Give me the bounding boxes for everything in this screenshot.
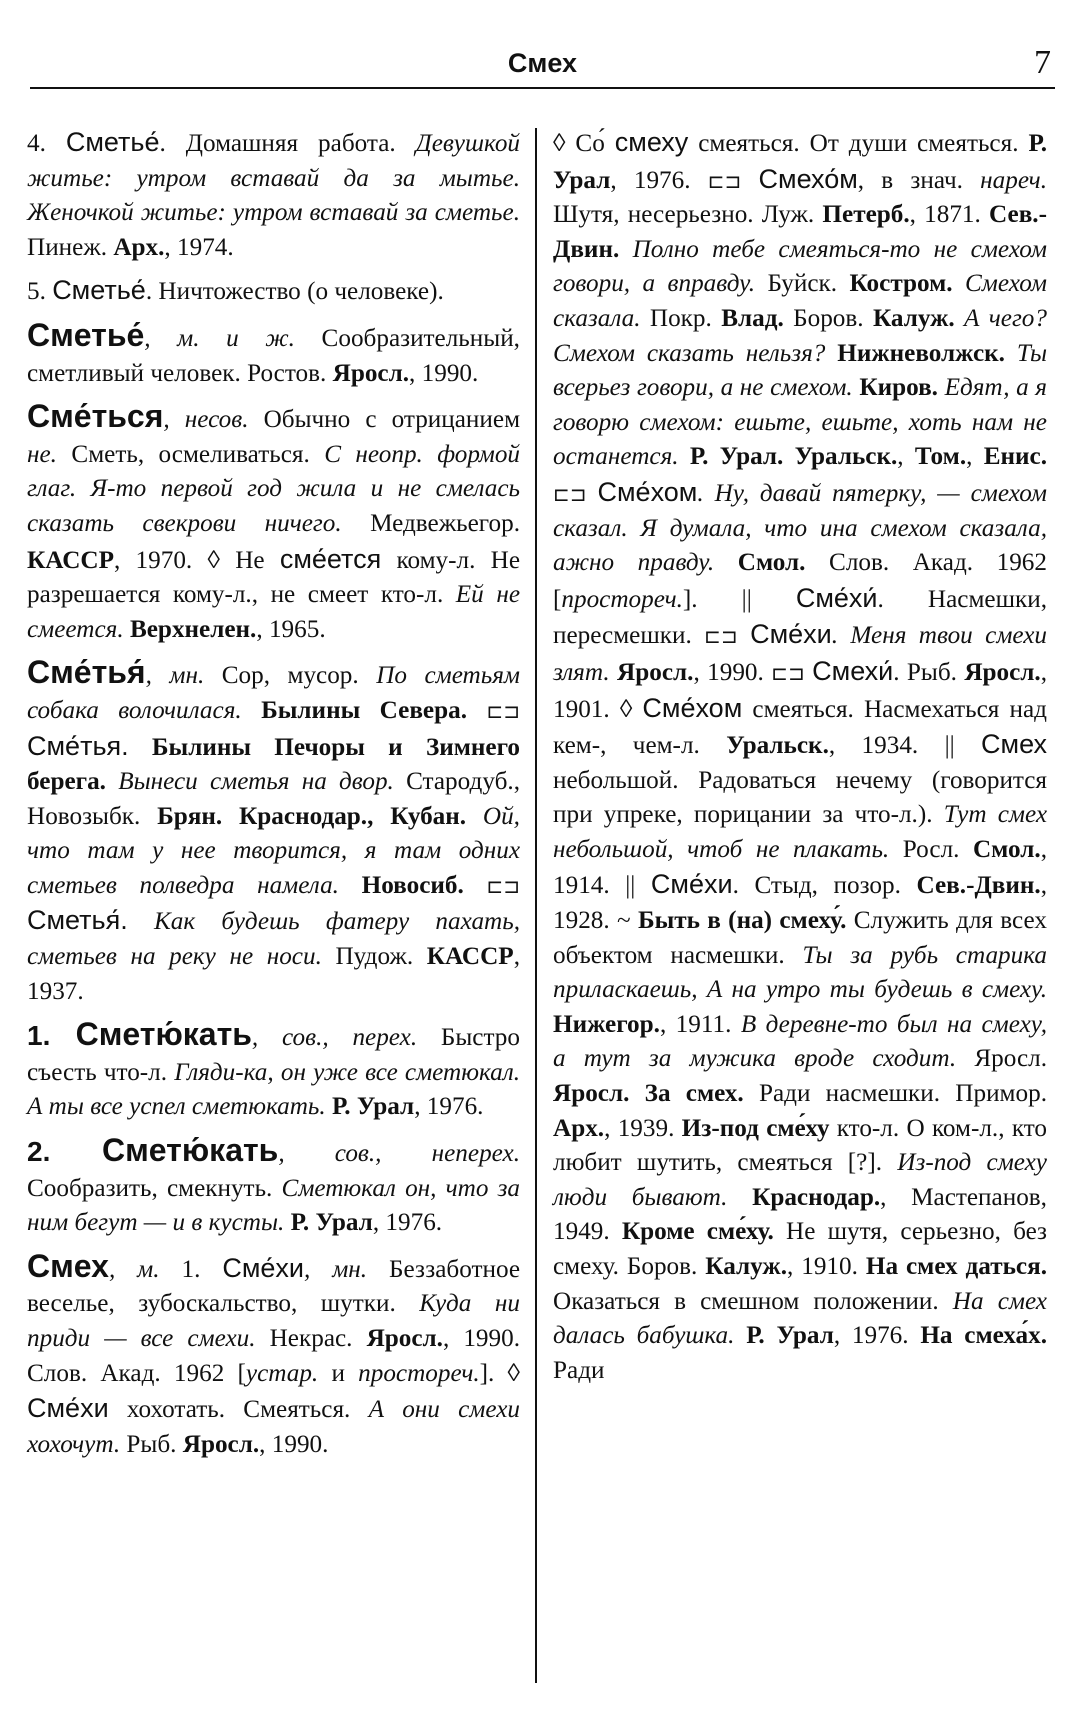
variant: Сме́хи	[650, 869, 733, 900]
region: Былины Печоры и Зимнего берега.	[27, 733, 521, 796]
region: Новосиб.	[338, 871, 464, 899]
cross-ref-icon: ⊏⊐	[704, 624, 751, 649]
example: Из-под смеху люди бывают.	[553, 1149, 1047, 1211]
example: Ой, что там у нее творится, я там одних сметьев полведра намела.	[27, 802, 520, 899]
left-column	[27, 125, 520, 1470]
region: Брян. Краснодар., Кубан.	[157, 802, 467, 830]
region: Сев.-Двин.	[553, 201, 1047, 263]
phrase: На смех даться.	[865, 1253, 1048, 1280]
grammar: , м. и ж.	[144, 324, 295, 352]
variant: Сме́хом	[597, 476, 698, 507]
example: Куда ни приди — все смехи.	[27, 1290, 520, 1352]
idiom-headword: смеху	[614, 127, 689, 157]
region: Енис.	[983, 443, 1048, 471]
region: Калуж.	[872, 304, 955, 332]
region: Смол.	[972, 835, 1041, 863]
example: Вынеси сметья на двор.	[105, 768, 394, 796]
region: Р. Урал	[734, 1322, 834, 1350]
variant: Смехи́	[812, 655, 894, 686]
region: Калуж.	[705, 1253, 787, 1280]
region: Том.	[914, 443, 967, 471]
grammar: , сов., неперех.	[278, 1140, 520, 1168]
example: Ты за рубь старика приласкаешь, А на утро ты будешь в смеху.	[553, 941, 1047, 1004]
cross-ref-icon: ⊏⊐	[553, 481, 598, 506]
phrase: Из-под сме́ху	[681, 1114, 830, 1142]
region: Яросл.	[964, 658, 1041, 686]
column-divider	[535, 128, 537, 1683]
idiom-headword: Сме́хом	[642, 692, 743, 723]
right-column	[553, 125, 1047, 1388]
region: Арх.	[553, 1114, 605, 1142]
region: КАССР	[426, 943, 514, 971]
entry-smekh: Смех, м. 1. Сме́хи, мн. Беззаботное веселье, зубоскальство, шутки. Куда ни приди — все смехи. Некрас. Яросл., 1990. Слов. Акад. 1962 [устар. и простореч.]. ◊ Сме́хи хохотать. Смеяться. А они смехи хохочут. Рыб. Яросл., 1990.	[27, 1247, 521, 1458]
region: Краснодар.	[727, 1183, 881, 1211]
region: Яросл.	[609, 658, 694, 686]
example: Сметюкал он, что за ним бегут — и в кусты.	[27, 1174, 520, 1237]
example: А чего? Смехом сказать нельзя?	[553, 304, 1047, 367]
variant: Сметья́.	[27, 905, 128, 936]
example: Как будешь фатеру пахать, сметьев на реку не носи.	[27, 908, 520, 971]
headword: Сме́тья́	[27, 654, 146, 691]
region: Костром.	[849, 270, 953, 298]
headword: Сметье́	[52, 275, 146, 306]
example: Тут смех небольшой, чтоб не плакать.	[553, 801, 1048, 863]
cross-ref-icon: ⊏⊐	[707, 168, 759, 193]
region: Смол.	[714, 549, 806, 577]
entry-smetie-5: 5. Сметье́. Ничтожество (о человеке).	[27, 275, 444, 306]
phrase: На смеха́х.	[920, 1322, 1048, 1350]
region: Арх.	[113, 233, 165, 261]
cross-ref-icon: ⊏⊐	[467, 698, 520, 723]
region: Яросл.	[182, 1430, 260, 1458]
entry-smetya: Сме́тья́, мн. Сор, мусор. По сметьям собака волочилася. Былины Севера. ⊏⊐ Сме́тья. Былины Печоры и Зимнего берега. Вынеси сметья на двор. Стародуб., Новозыбк. Брян. Краснодар., Кубан. Ой, что там у нее творится, я там одних сметьев полведра намела. Новосиб. ⊏⊐ Сметья́. Как будешь фатеру пахать, сметьев на реку не носи. Пудож. КАССР, 1937.	[27, 654, 521, 1005]
entry-smetie-4: 4. Сметье́. Домашняя работа. Девушкой житье: утром вставай да за мытье. Женочкой житье: утром вставай за сметье. Пинеж. Арх., 1974.	[27, 127, 521, 261]
region: Р. Урал. Уральск.	[678, 443, 898, 471]
region: Киров.	[852, 374, 938, 402]
headword: Сметю́кать	[75, 1016, 252, 1053]
region: Петерб.	[822, 201, 910, 229]
example: Ты всерьез говори, а не смехом.	[553, 339, 1048, 402]
entry-smetie-person: Сметье́, м. и ж. Сообразительный, сметливый человек. Ростов. Яросл., 1990.	[27, 316, 520, 387]
example: Ей не смеется.	[27, 581, 520, 643]
headword: Сметье́	[27, 316, 145, 353]
phrase: За смех.	[629, 1080, 744, 1108]
example: . Меня твои смехи злят.	[553, 622, 1048, 686]
region: Нижегор.	[553, 1010, 660, 1038]
page-number: 7	[1034, 44, 1051, 81]
example: В деревне-то был на смеху, а тут за мужика вроде сходит.	[553, 1010, 1047, 1073]
region: Яросл.	[553, 1080, 630, 1108]
idiom-headword: сме́ется	[279, 543, 382, 574]
example: По сметьям собака волочилася.	[27, 662, 520, 724]
region: Нижневолжск.	[825, 339, 1005, 367]
variant: Смех	[981, 729, 1048, 760]
example: На смех далась бабушка.	[553, 1287, 1047, 1350]
entry-smekh-continued: ◊ Со́ смеху смеяться. От души смеяться. Р. Урал, 1976. ⊏⊐ Смехо́м, в знач. нареч. Шутя, несерьезно. Луж. Петерб., 1871. Сев.-Двин. Полно тебе смеяться-то не смехом говори, а вправду. Буйск. Костром. Смехом сказала. Покр. Влад. Боров. Калуж. А чего? Смехом сказать нельзя? Нижневолжск. Ты всерьез говори, а не смехом. Киров. Едят, а я говорю смехом: ешьте, ешьте, хоть нам не останется. Р. Урал. Уральск., Том., Енис. ⊏⊐ Сме́хом. Ну, давай пятерку, — смехом сказал. Я думала, что ина смехом сказала, ажно правду. Смол. Слов. Акад. 1962 [простореч.]. || Сме́хи́. Насмешки, пересмешки. ⊏⊐ Сме́хи. Меня твои смехи злят. Яросл., 1990. ⊏⊐ Смехи́. Рыб. Яросл., 1901. ◊ Сме́хом смеяться. Насмехаться над кем-, чем-л. Уральск., 1934. || Смех небольшой. Радоваться нечему (говорится при упреке, порицании за что-л.). Тут смех небольшой, чтоб не плакать. Росл. Смол., 1914. || Сме́хи. Стыд, позор. Сев.-Двин., 1928. ~ Быть в (на) смеху́. Служить для всех объектом насмешки. Ты за рубь старика приласкаешь, А на утро ты будешь в смеху. Нижегор., 1911. В деревне-то был на смеху, а тут за мужика вроде сходит. Яросл. Яросл. За смех. Ради насмешки. Примор. Арх., 1939. Из-под сме́ху кто-л. О ком-л., кто любит шутить, смеяться [?]. Из-под смеху люди бывают. Краснодар., Мастепанов, 1949. Кроме сме́ху. Не шутя, серьезно, без смеху. Боров. Калуж., 1910. На смех даться. Оказаться в смешном положении. На смех далась бабушка. Р. Урал, 1976. На смеха́х. Ради	[553, 127, 1048, 1384]
grammar: , сов., перех.	[251, 1024, 418, 1052]
header-rule	[30, 87, 1055, 89]
running-head-title: Смех	[507, 48, 578, 78]
region: Р. Урал	[325, 1093, 415, 1121]
variant: Сме́хи́	[795, 582, 878, 613]
region: КАССР	[27, 546, 114, 574]
region: Былины Севера.	[261, 696, 468, 724]
cross-ref-icon: ⊏⊐	[463, 873, 520, 898]
variant: Сме́хи	[750, 619, 832, 650]
phrase: Кроме сме́ху.	[621, 1218, 774, 1246]
entry-smetsya: Сме́ться, несов. Обычно с отрицанием не. Сметь, осмеливаться. С неопр. формой глаг. Я-то первой год жила и не смелась сказать свекрови ничего. Медвежьегор. КАССР, 1970. ◊ Не сме́ется кому-л. Не разрешается кому-л., не смеет кто-л. Ей не смеется. Верхнелен., 1965.	[27, 398, 521, 643]
plural-form: Сме́хи	[222, 1252, 304, 1283]
example: Полно тебе смеяться-то не смехом говори, а вправду.	[553, 235, 1047, 298]
region: Яросл.	[332, 359, 410, 387]
variant: Смехо́м	[758, 163, 858, 194]
region: Р. Урал	[553, 130, 1048, 194]
example: Едят, а я говорю смехом: ешьте, ешьте, хоть нам не останется.	[553, 374, 1047, 471]
region: Влад.	[721, 304, 784, 332]
headword: Сметье́	[65, 127, 160, 157]
grammar: , м.	[108, 1255, 160, 1283]
headword: Смех	[27, 1247, 109, 1284]
example: Смехом сказала.	[553, 270, 1047, 332]
region: Сев.-Двин.	[916, 872, 1041, 900]
entry-smetyukat-1: 1. Сметю́кать, сов., перех. Быстро съесть что-л. Гляди-ка, он уже все сметюкал. А ты все успел сметюкать. Р. Урал, 1976.	[27, 1016, 520, 1121]
region: Яросл.	[366, 1325, 443, 1352]
entry-smetyukat-2: 2. Сметю́кать, сов., неперех. Сообразить, смекнуть. Сметюкал он, что за ним бегут — и в кусты. Р. Урал, 1976.	[27, 1132, 520, 1237]
cross-ref-icon: ⊏⊐	[771, 660, 813, 685]
example: Гляди-ка, он уже все сметюкал. А ты все успел сметюкать.	[27, 1058, 520, 1121]
example: Девушкой житье: утром вставай да за мытье. Женочкой житье: утром вставай за сметье.	[27, 130, 521, 227]
example: Я-то первой год жила и не смелась сказать свекрови ничего.	[27, 475, 520, 537]
region: Уральск.	[726, 732, 829, 760]
example: . Ну, давай пятерку, — смехом сказал. Я думала, что ина смехом сказала, ажно правду.	[553, 479, 1047, 577]
phrase: Быть в (на) смеху́.	[637, 907, 847, 935]
region: Р. Урал	[284, 1209, 373, 1237]
headword: Сметю́кать	[102, 1132, 279, 1169]
headword: Сме́ться	[27, 398, 164, 435]
grammar: , мн.	[145, 662, 205, 690]
region: Верхнелен.	[129, 615, 257, 643]
idiom-headword: Сме́хи	[27, 1393, 109, 1424]
example: А они смехи хохочут.	[27, 1396, 520, 1458]
grammar: , несов.	[163, 406, 249, 434]
running-head	[30, 44, 1055, 88]
variant: Сме́тья.	[27, 730, 129, 761]
